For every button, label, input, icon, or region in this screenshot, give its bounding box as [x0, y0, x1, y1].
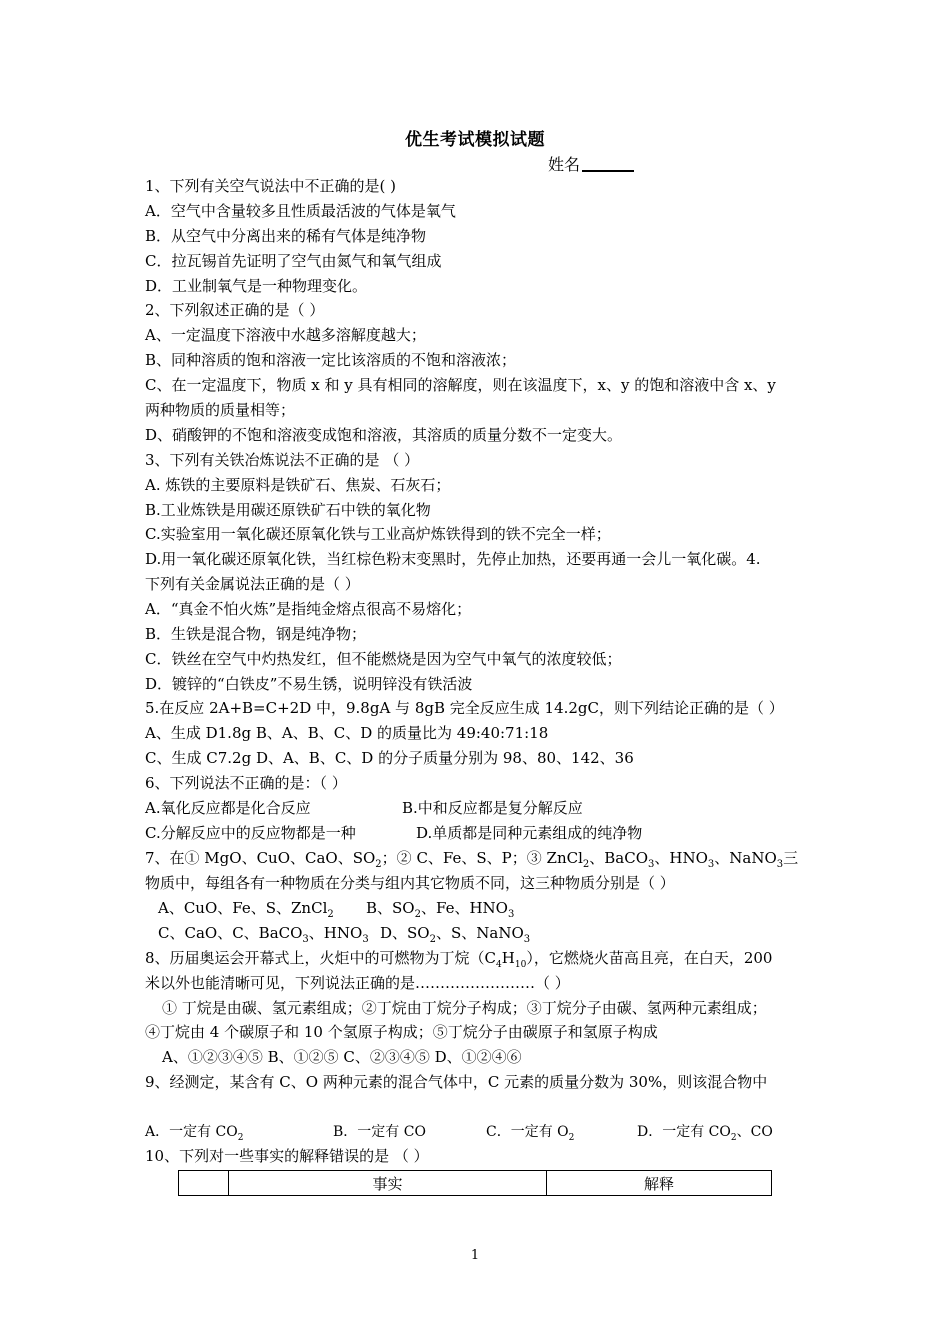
- q9-option-c: [486, 1122, 574, 1148]
- q7-text: ；② C、Fe、S、P；③ ZnCl: [381, 849, 583, 867]
- name-field: [548, 152, 634, 175]
- subscript: 2: [568, 1132, 575, 1143]
- q1-option-a: A．空气中含量较多且性质最活波的气体是氧气: [145, 202, 456, 220]
- subscript: 2: [414, 909, 421, 920]
- q2-option-d: D、硝酸钾的不饱和溶液变成饱和溶液，其溶质的质量分数不一定变大。: [145, 426, 623, 444]
- q8-stem: [145, 948, 772, 975]
- q2-option-c-cont: 两种物质的质量相等；: [145, 401, 296, 419]
- q8-text: 8、历届奥运会开幕式上，火炬中的可燃物为丁烷（C: [145, 949, 497, 967]
- table-header-explanation: 解释: [547, 1171, 772, 1196]
- q7-text: 、HNO: [654, 849, 708, 867]
- q6-option-d: D.单质都是同种元素组成的纯净物: [416, 824, 643, 842]
- table-cell-number: [179, 1171, 229, 1196]
- q2-stem: 2、下列叙述正确的是（ ）: [145, 301, 325, 319]
- q4-option-d: D．镀锌的“白铁皮”不易生锈，说明锌没有铁活波: [145, 675, 473, 693]
- subscript: 3: [302, 934, 309, 945]
- q9-option-d-text: 、CO: [736, 1124, 773, 1140]
- q4-option-a: A．“真金不怕火炼”是指纯金熔点很高不易熔化；: [145, 600, 472, 618]
- q5-options-ab: A、生成 D1.8g B、A、B、C、D 的质量比为 49:40:71:18: [145, 724, 549, 742]
- facts-table: [178, 1170, 772, 1196]
- q8-stem-cont: 米以外也能清晰可见，下列说法正确的是……………………（ ）: [145, 974, 570, 992]
- q3-stem: 3、下列有关铁冶炼说法不正确的是 （ ）: [145, 451, 420, 469]
- q8-text: ），它燃烧火苗高且亮，在白天，200: [526, 949, 773, 967]
- subscript: 3: [648, 859, 655, 870]
- q6-option-c: C.分解反应中的反应物都是一种: [145, 824, 356, 842]
- q8-text: H: [501, 949, 515, 967]
- q7-option-d: [380, 923, 530, 950]
- q9-option-b: B．一定有 CO: [333, 1124, 426, 1140]
- q7-option-a-text: A、CuO、Fe、S、ZnCl: [158, 899, 328, 917]
- q4-option-b: B．生铁是混合物，钢是纯净物；: [145, 625, 367, 643]
- q2-option-c: C、在一定温度下，物质 x 和 y 具有相同的溶解度，则在该温度下，x、y 的饱和溶液中含 x、y: [145, 376, 776, 394]
- q7-option-a: [158, 898, 334, 925]
- q9-option-a-text: A．一定有 CO: [145, 1124, 238, 1140]
- q7-option-d-text: D、SO: [380, 924, 430, 942]
- subscript: 2: [237, 1132, 244, 1143]
- q1-option-c: C．拉瓦锡首先证明了空气由氮气和氧气组成: [145, 252, 442, 270]
- q9-option-c-text: C．一定有 O: [486, 1124, 569, 1140]
- q9-option-a: [145, 1122, 243, 1148]
- table-header-fact: 事实: [229, 1171, 547, 1196]
- subscript: 2: [730, 1132, 737, 1143]
- subscript: 10: [514, 960, 527, 970]
- q8-options: A、①②③④⑤ B、①②⑤ C、②③④⑤ D、①②④⑥: [162, 1048, 522, 1066]
- q7-text: 三: [783, 849, 799, 867]
- q7-option-c-text: C、CaO、C、BaCO: [158, 924, 303, 942]
- q6-option-a: A.氧化反应都是化合反应: [145, 799, 311, 817]
- subscript: 2: [375, 859, 382, 870]
- q3-option-b: B.工业炼铁是用碳还原铁矿石中铁的氧化物: [145, 501, 431, 519]
- subscript: 3: [507, 909, 515, 920]
- q6-stem: 6、下列说法不正确的是：（ ）: [145, 774, 347, 792]
- q8-statement-1: ① 丁烷是由碳、氢元素组成；②丁烷由丁烷分子构成；③丁烷分子由碳、氢两种元素组成；: [162, 999, 767, 1017]
- q1-option-b: B．从空气中分离出来的稀有气体是纯净物: [145, 227, 427, 245]
- q7-option-b: [366, 898, 514, 925]
- subscript: 4: [496, 960, 502, 970]
- q9-option-d: [637, 1122, 773, 1148]
- q7-option-c-text: 、HNO: [308, 924, 363, 942]
- q9-option-d-text: D．一定有 CO: [637, 1124, 731, 1140]
- subscript: 3: [523, 934, 531, 945]
- subscript: 3: [776, 859, 784, 870]
- table-header-row: [179, 1171, 772, 1196]
- q7-text: 、BaCO: [589, 849, 649, 867]
- subscript: 3: [362, 934, 369, 945]
- subscript: 2: [429, 934, 436, 945]
- q7-stem: [145, 848, 798, 875]
- subscript: 3: [707, 859, 715, 870]
- page-number: 1: [470, 1248, 480, 1263]
- q8-statement-2: ④丁烷由 4 个碳原子和 10 个氢原子构成；⑤丁烷分子由碳原子和氢原子构成: [145, 1023, 658, 1041]
- q7-stem-cont: 物质中，每组各有一种物质在分类与组内其它物质不同，这三种物质分别是（ ）: [145, 874, 675, 892]
- q10-stem: 10、下列对一些事实的解释错误的是 （ ）: [145, 1147, 429, 1165]
- name-label: 姓名: [548, 155, 581, 174]
- subscript: 2: [582, 859, 590, 870]
- page-title: 优生考试模拟试题: [405, 130, 545, 150]
- q4-stem: 下列有关金属说法正确的是（ ）: [145, 575, 360, 593]
- subscript: 2: [327, 909, 334, 920]
- name-blank-line[interactable]: [582, 154, 634, 172]
- q7-option-c: [158, 923, 369, 950]
- q7-option-b-text: B、SO: [366, 899, 415, 917]
- q3-option-c: C.实验室用一氧化碳还原氧化铁与工业高炉炼铁得到的铁不完全一样；: [145, 525, 611, 543]
- q5-stem: 5.在反应 2A+B=C+2D 中，9.8gA 与 8gB 完全反应生成 14.2gC，则下列结论正确的是（ ）: [145, 699, 784, 717]
- q1-stem: 1、下列有关空气说法中不正确的是( ): [145, 177, 397, 195]
- q5-options-cd: C、生成 C7.2g D、A、B、C、D 的分子质量分别为 98、80、142、36: [145, 749, 634, 767]
- q6-option-b: B.中和反应都是复分解反应: [402, 799, 583, 817]
- q3-option-d: D.用一氧化碳还原氧化铁，当红棕色粉末变黑时，先停止加热，还要再通一会儿一氧化碳。4.: [145, 550, 761, 568]
- q4-option-c: C．铁丝在空气中灼热发红，但不能燃烧是因为空气中氧气的浓度较低；: [145, 650, 622, 668]
- q3-option-a: A. 炼铁的主要原料是铁矿石、焦炭、石灰石；: [145, 476, 451, 494]
- q2-option-b: B、同种溶质的饱和溶液一定比该溶质的不饱和溶液浓；: [145, 351, 517, 369]
- q9-stem: 9、经测定，某含有 C、O 两种元素的混合气体中，C 元素的质量分数为 30%，则该混合物中: [145, 1073, 768, 1091]
- q1-option-d: D．工业制氧气是一种物理变化。: [145, 277, 368, 295]
- q7-option-b-text: 、Fe、HNO: [420, 899, 508, 917]
- q7-option-d-text: 、S、NaNO: [435, 924, 524, 942]
- q2-option-a: A、一定温度下溶液中水越多溶解度越大；: [145, 326, 426, 344]
- q7-text: 7、在① MgO、CuO、CaO、SO: [145, 849, 376, 867]
- q7-text: 、NaNO: [714, 849, 777, 867]
